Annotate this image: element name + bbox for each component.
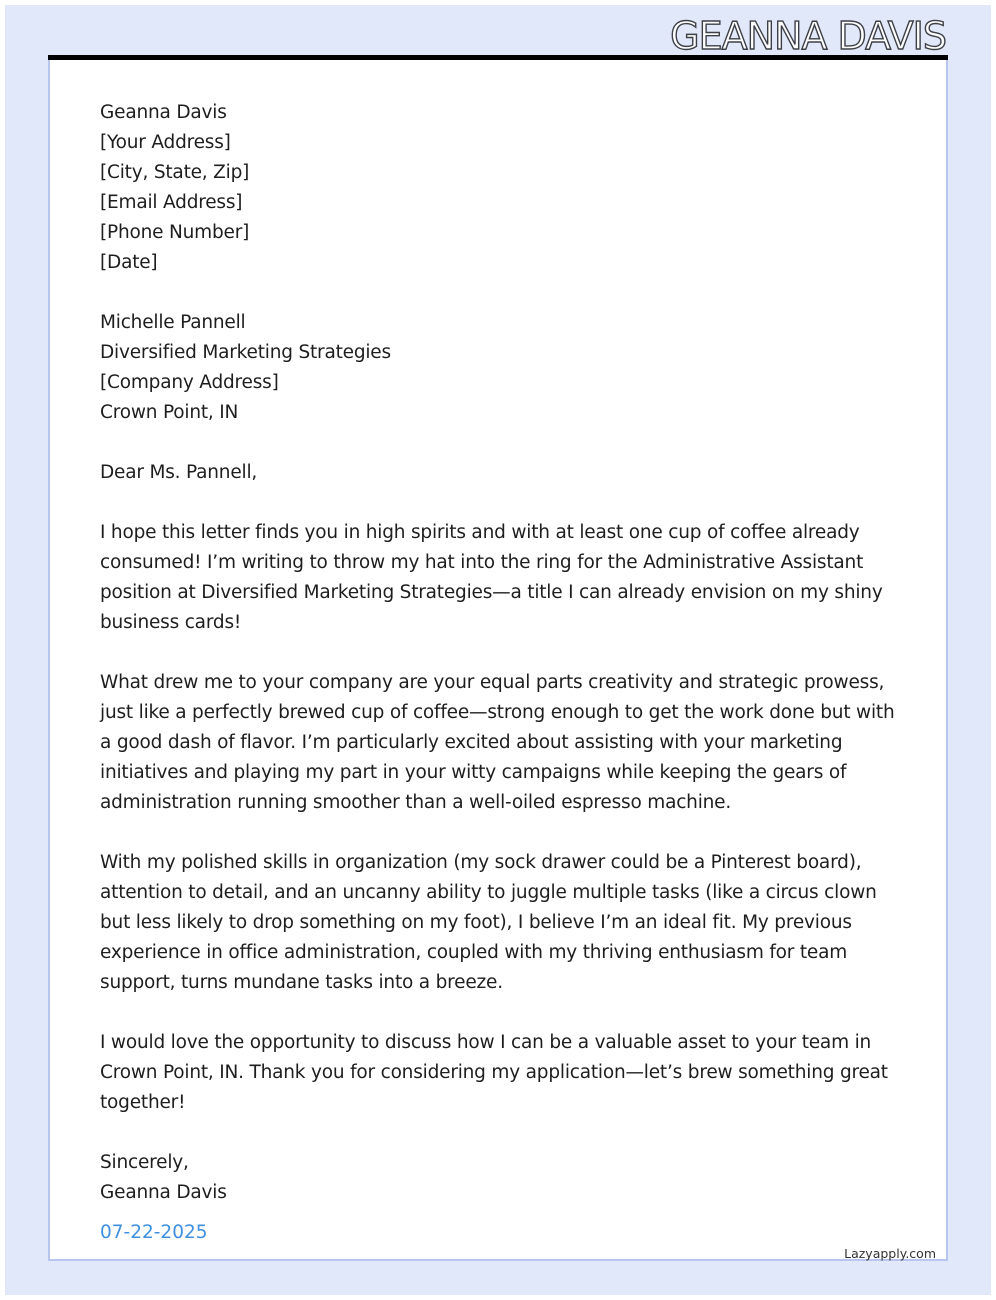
- body-paragraph-4: I would love the opportunity to discuss how I can be a valuable asset to your team in Crown Point, IN. Thank you for considering my application—let’s brew something great together!: [100, 1032, 888, 1113]
- closing-block: [100, 1148, 900, 1208]
- salutation: Dear Ms. Pannell,: [100, 462, 258, 483]
- spacer: [100, 428, 900, 458]
- spacer: [100, 488, 900, 518]
- recipient-company: Diversified Marketing Strategies: [100, 342, 391, 363]
- date-stamp: 07-22-2025: [100, 1222, 208, 1243]
- sender-address: [Your Address]: [100, 132, 231, 153]
- recipient-block: [100, 308, 900, 428]
- sender-block: [100, 98, 900, 278]
- recipient-name: Michelle Pannell: [100, 312, 246, 333]
- spacer: [100, 1118, 900, 1148]
- body-paragraph-3: With my polished skills in organization (my sock drawer could be a Pinterest board), attention to detail, and an uncanny ability to juggle multiple tasks (like a circus clown but less likely to drop something on my foot), I believe I’m an ideal fit. My previous experience in office administration, coupled with my thriving enthusiasm for team support, turns mundane tasks into a breeze.: [100, 852, 877, 993]
- spacer: [100, 278, 900, 308]
- recipient-address: [Company Address]: [100, 372, 279, 393]
- sender-name: Geanna Davis: [100, 102, 227, 123]
- sender-city-state-zip: [City, State, Zip]: [100, 162, 250, 183]
- signature-name: Geanna Davis: [100, 1182, 227, 1203]
- letter-body: [100, 98, 900, 1208]
- recipient-location: Crown Point, IN: [100, 402, 239, 423]
- body-paragraph-2: What drew me to your company are your equal parts creativity and strategic prowess, just like a perfectly brewed cup of coffee—strong enough to get the work done but with a good dash of flavor. I’m particularly excited about assisting with your marketing initiatives and playing my part in your witty campaigns while keeping the gears of administration running smoother than a well-oiled espresso machine.: [100, 672, 895, 813]
- sender-phone: [Phone Number]: [100, 222, 250, 243]
- sender-email: [Email Address]: [100, 192, 243, 213]
- sender-date: [Date]: [100, 252, 158, 273]
- spacer: [100, 818, 900, 848]
- footer-credit: Lazyapply.com: [844, 1246, 936, 1261]
- header-name-banner: GEANNA DAVIS: [670, 14, 946, 58]
- body-paragraph-1: I hope this letter finds you in high spirits and with at least one cup of coffee already consumed! I’m writing to throw my hat into the ring for the Administrative Assistant position at Diversified Marketing Strategies—a title I can already envision on my shiny business cards!: [100, 522, 883, 633]
- valediction: Sincerely,: [100, 1152, 189, 1173]
- spacer: [100, 638, 900, 668]
- spacer: [100, 998, 900, 1028]
